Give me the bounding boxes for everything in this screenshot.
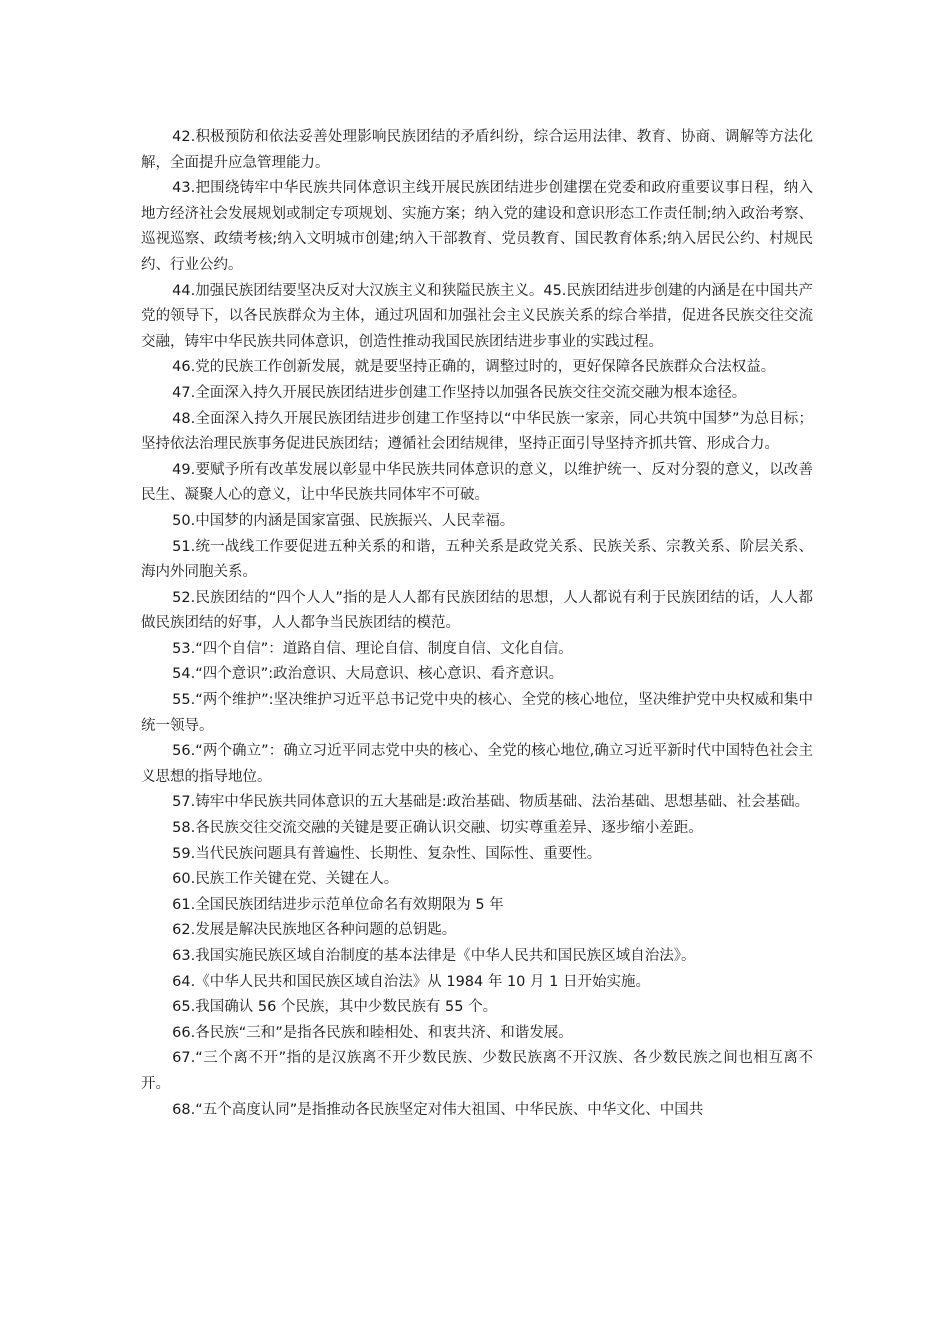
paragraph-44-45: 44.加强民族团结要坚决反对大汉族主义和狭隘民族主义。45.民族团结进步创建的内涵是在中国共产党的领导下，以各民族群众为主体，通过巩固和加强社会主义民族关系的综合举措，促进各民族交往交流交融，铸牢中华民族共同体意识，创造性推动我国民族团结进步事业的实践过程。 <box>141 282 813 350</box>
paragraph-61: 61.全国民族团结进步示范单位命名有效期限为 5 年 <box>172 896 504 913</box>
paragraph-55: 55.“两个维护”:坚决维护习近平总书记党中央的核心、全党的核心地位，坚决维护党中央权威和集中统一领导。 <box>141 692 813 734</box>
paragraph-66: 66.各民族“三和”是指各民族和睦相处、和衷共济、和谐发展。 <box>172 1024 573 1041</box>
paragraph-65: 65.我国确认 56 个民族，其中少数民族有 55 个。 <box>172 999 498 1016</box>
paragraph-42: 42.积极预防和依法妥善处理影响民族团结的矛盾纠纷，综合运用法律、教育、协商、调解等方法化解，全面提升应急管理能力。 <box>141 129 813 171</box>
paragraph-47: 47.全面深入持久开展民族团结进步创建工作坚持以加强各民族交往交流交融为根本途径。 <box>172 384 747 401</box>
paragraph-43: 43.把围绕铸牢中华民族共同体意识主线开展民族团结进步创建摆在党委和政府重要议事日程，纳入地方经济社会发展规划或制定专项规划、实施方案；纳入党的建设和意识形态工作责任制;纳入政治考察、巡视巡察、政绩考核;纳入文明城市创建;纳入干部教育、党员教育、国民教育体系;纳入居民公约、村规民约、行业公约。 <box>141 180 813 273</box>
paragraph-64: 64.《中华人民共和国民族区域自治法》从 1984 年 10 月 1 日开始实施。 <box>172 973 650 990</box>
document-body <box>141 125 813 1123</box>
paragraph-51: 51.统一战线工作要促进五种关系的和谐，五种关系是政党关系、民族关系、宗教关系、阶层关系、海内外同胞关系。 <box>141 538 813 581</box>
paragraph-46: 46.党的民族工作创新发展，就是要坚持正确的，调整过时的，更好保障各民族群众合法权益。 <box>172 359 776 376</box>
paragraph-53: 53.“四个自信”：道路自信、理论自信、制度自信、文化自信。 <box>172 640 573 657</box>
paragraph-63: 63.我国实施民族区域自治制度的基本法律是《中华人民共和国民族区域自治法》。 <box>172 948 696 964</box>
paragraph-67: 67.“三个离不开”指的是汉族离不开少数民族、少数民族离不开汉族、各少数民族之间也相互离不开。 <box>141 1050 813 1092</box>
paragraph-59: 59.当代民族问题具有普遍性、长期性、复杂性、国际性、重要性。 <box>172 845 602 862</box>
paragraph-54: 54.“四个意识”:政治意识、大局意识、核心意识、看齐意识。 <box>172 666 564 683</box>
paragraph-60: 60.民族工作关键在党、关键在人。 <box>172 871 399 888</box>
paragraph-56: 56.“两个确立”：确立习近平同志党中央的核心、全党的核心地位,确立习近平新时代中国特色社会主义思想的指导地位。 <box>141 743 813 785</box>
paragraph-52: 52.民族团结的“四个人人”指的是人人都有民族团结的思想，人人都说有利于民族团结的话，人人都做民族团结的好事，人人都争当民族团结的模范。 <box>141 589 813 632</box>
paragraph-58: 58.各民族交往交流交融的关键是要正确认识交融、切实尊重差异、逐步缩小差距。 <box>172 820 703 837</box>
paragraph-48: 48.全面深入持久开展民族团结进步创建工作坚持以“中华民族一家亲，同心共筑中国梦”为总目标；坚持依法治理民族事务促进民族团结；遵循社会团结规律，坚持正面引导坚持齐抓共管、形成合力。 <box>141 410 813 453</box>
paragraph-68: 68.“五个高度认同”是指推动各民族坚定对伟大祖国、中华民族、中华文化、中国共 <box>172 1101 704 1118</box>
paragraph-50: 50.中国梦的内涵是国家富强、民族振兴、人民幸福。 <box>172 512 515 529</box>
paragraph-57: 57.铸牢中华民族共同体意识的五大基础是:政治基础、物质基础、法治基础、思想基础、社会基础。 <box>172 794 810 811</box>
paragraph-49: 49.要赋予所有改革发展以彰显中华民族共同体意识的意义，以维护统一、反对分裂的意义，以改善民生、凝聚人心的意义，让中华民族共同体牢不可破。 <box>141 461 813 504</box>
paragraph-62: 62.发展是解决民族地区各种问题的总钥匙。 <box>172 922 457 939</box>
